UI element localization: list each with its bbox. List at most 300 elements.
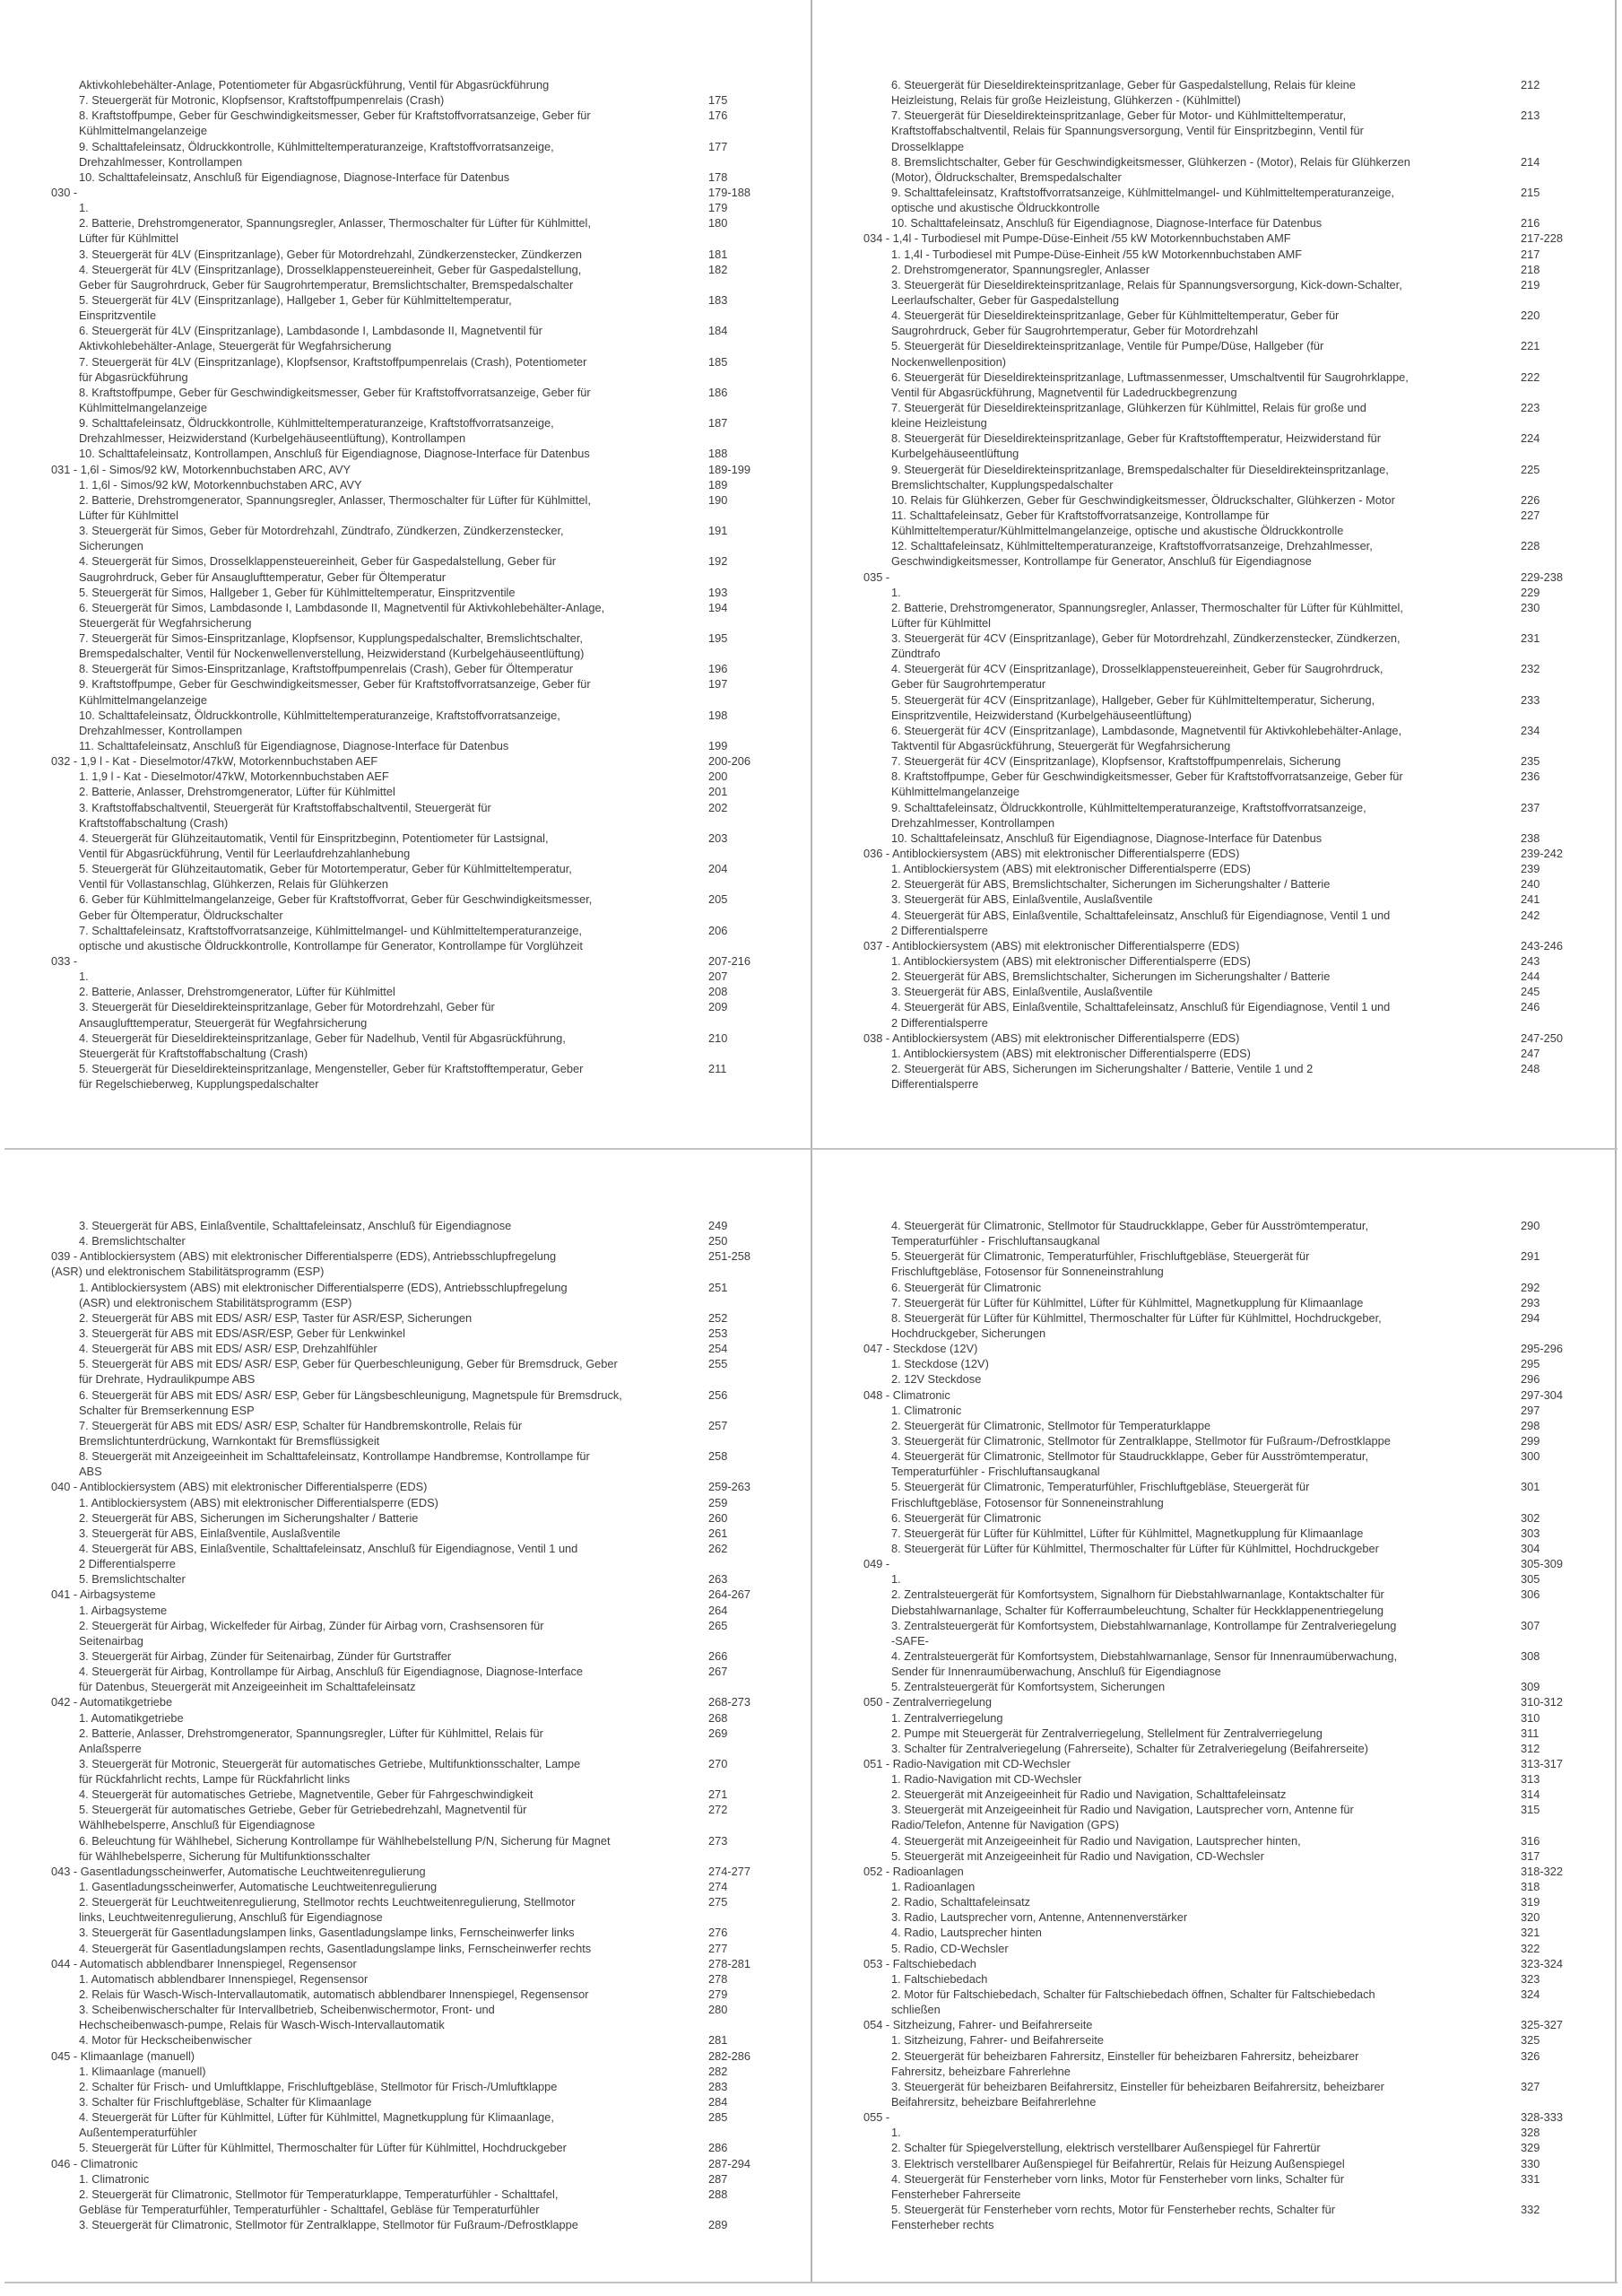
index-entry-row bbox=[863, 1433, 1622, 1448]
entry-text: 8. Kraftstoffpumpe, Geber für Geschwindigkeitsmesser, Geber für Kraftstoffvorratsanzeige, Geber für bbox=[79, 385, 591, 399]
page-number: 213 bbox=[1521, 109, 1540, 123]
index-entry-row bbox=[51, 215, 822, 230]
entry-text: 9. Schalttafeleinsatz, Kraftstoffvorratsanzeige, Kühlmittelmangel- und Kühlmitteltemperaturanzeige, bbox=[891, 185, 1394, 199]
page-number: 295-296 bbox=[1521, 1342, 1563, 1356]
page-number: 225 bbox=[1521, 462, 1540, 476]
section-header-row bbox=[51, 1479, 822, 1494]
entry-text: 8. Kraftstoffpumpe, Geber für Geschwindigkeitsmesser, Geber für Kraftstoffvorratsanzeige, Geber für bbox=[79, 109, 591, 123]
page-number: 253 bbox=[708, 1326, 728, 1340]
section-header-row bbox=[863, 846, 1622, 861]
index-entry-row bbox=[51, 846, 822, 861]
page-number: 325 bbox=[1521, 2033, 1540, 2048]
page-number: 246 bbox=[1521, 1000, 1540, 1014]
entry-text: 6. Beleuchtung für Wählhebel, Sicherung Kontrollampe für Wählhebelstellung P/N, Sicherung für Magnet bbox=[79, 1833, 611, 1848]
page-number: 291 bbox=[1521, 1249, 1540, 1264]
index-entry-row bbox=[863, 2202, 1622, 2217]
entry-text: Bremspedalschalter, Ventil für Nockenwellenverstellung, Heizwiderstand (Kurbelgehäuseentlüftung) bbox=[79, 647, 585, 661]
page-number: 189 bbox=[708, 477, 728, 491]
entry-text: Bremslichtschalter, Kupplungspedalschalter bbox=[891, 477, 1114, 491]
index-entry-row bbox=[51, 1909, 822, 1925]
page-number: 286 bbox=[708, 2141, 728, 2155]
index-entry-row bbox=[51, 430, 822, 446]
entry-text: 6. Steuergerät für Dieseldirekteinspritzanlage, Geber für Gaspedalstellung, Relais für kleine bbox=[891, 78, 1356, 91]
index-entry-row bbox=[51, 1802, 822, 1817]
index-entry-row bbox=[863, 1817, 1622, 1832]
page-number: 227 bbox=[1521, 508, 1540, 522]
index-entry-row bbox=[863, 861, 1622, 876]
page-number: 202 bbox=[708, 800, 728, 814]
index-entry-row bbox=[863, 969, 1622, 984]
index-entry-row bbox=[51, 938, 822, 953]
page-number: 275 bbox=[708, 1895, 728, 1909]
index-entry-row bbox=[863, 370, 1622, 385]
index-entry-row bbox=[863, 1526, 1622, 1541]
entry-text: 1. Airbagsysteme bbox=[79, 1603, 168, 1617]
entry-text: 1. bbox=[79, 970, 89, 984]
page2-left-column bbox=[51, 1218, 822, 2232]
entry-text: 5. Steuergerät für 4LV (Einspritzanlage), Hallgeber 1, Geber für Kühlmitteltemperatur, bbox=[79, 292, 512, 307]
index-entry-row bbox=[863, 708, 1622, 723]
entry-text: 2. Pumpe mit Steuergerät für Zentralverriegelung, Stellelment für Zentralverriegelung bbox=[891, 1726, 1323, 1740]
page-number: 263 bbox=[708, 1572, 728, 1587]
entry-text: 1. Climatronic bbox=[79, 2171, 150, 2186]
entry-text: 6. Steuergerät für Simos, Lambdasonde I, Lambdasonde II, Magnetventil für Aktivkohlebehälter-Anlage, bbox=[79, 600, 605, 614]
entry-text: für Rückfahrlicht rechts, Lampe für Rückfahrlicht links bbox=[79, 1772, 351, 1787]
index-entry-row bbox=[863, 2156, 1622, 2171]
page-number: 287 bbox=[708, 2171, 728, 2186]
index-entry-row bbox=[51, 338, 822, 353]
page-number: 259 bbox=[708, 1495, 728, 1509]
page-number: 241 bbox=[1521, 892, 1540, 907]
index-entry-row bbox=[51, 2140, 822, 2155]
page-number: 298 bbox=[1521, 1418, 1540, 1432]
page-number: 222 bbox=[1521, 370, 1540, 384]
entry-text: 7. Schalttafeleinsatz, Kraftstoffvorratsanzeige, Kühlmittelmangel- und Kühlmitteltemperaturanzeige, bbox=[79, 923, 582, 937]
index-entry-row bbox=[863, 215, 1622, 230]
entry-text: 5. Steuergerät für Climatronic, Temperaturfühler, Frischluftgebläse, Steuergerät für bbox=[891, 1480, 1310, 1494]
page-number: 216 bbox=[1521, 216, 1540, 230]
entry-text: 2. Batterie, Drehstromgenerator, Spannungsregler, Anlasser, Thermoschalter für Lüfter für Kühlmittel, bbox=[79, 492, 591, 507]
page-number: 193 bbox=[708, 585, 728, 599]
index-entry-row bbox=[863, 2048, 1622, 2064]
page-number: 187 bbox=[708, 416, 728, 430]
section-header-row bbox=[51, 1864, 822, 1879]
entry-text: 3. Steuergerät für 4CV (Einspritzanlage), Geber für Motordrehzahl, Zündkerzenstecker, Zündkerzen, bbox=[891, 631, 1401, 646]
page-number: 270 bbox=[708, 1756, 728, 1770]
entry-text: 8. Steuergerät für Simos-Einspritzanlage, Kraftstoffpumpenrelais (Crash), Geber für Öltemperatur bbox=[79, 662, 573, 676]
index-entry-row bbox=[51, 2064, 822, 2079]
page-number: 288 bbox=[708, 2187, 728, 2201]
entry-text: 11. Schalttafeleinsatz, Geber für Kraftstoffvorratsanzeige, Kontrollampe für bbox=[891, 508, 1270, 522]
page-number: 319 bbox=[1521, 1895, 1540, 1909]
index-entry-row bbox=[863, 2064, 1622, 2079]
page-number: 234 bbox=[1521, 723, 1540, 737]
index-entry-row bbox=[863, 139, 1622, 154]
entry-text: 8. Kraftstoffpumpe, Geber für Geschwindigkeitsmesser, Geber für Kraftstoffvorratsanzeige, Geber für bbox=[891, 770, 1403, 784]
entry-text: 3. Steuergerät für ABS, Einlaßventile, Auslaßventile bbox=[79, 1526, 341, 1540]
entry-text: Diebstahlwarnanlage, Schalter für Kofferraumbeleuchtung, Schalter für Heckklappenentriegelung bbox=[891, 1603, 1383, 1617]
index-entry-row bbox=[51, 1848, 822, 1864]
entry-text: 3. Steuergerät für Climatronic, Stellmotor für Zentralklappe, Stellmotor für Fußraum-/Defrostklappe bbox=[891, 1433, 1391, 1448]
entry-text: 1. Zentralverriegelung bbox=[891, 1710, 1003, 1725]
index-entry-row bbox=[51, 108, 822, 123]
index-entry-row bbox=[863, 292, 1622, 308]
entry-text: 2. Batterie, Anlasser, Drehstromgenerator, Spannungsregler, Lüfter für Kühlmittel, Relais für bbox=[79, 1726, 543, 1740]
index-entry-row bbox=[863, 1787, 1622, 1802]
entry-text: 10. Schalttafeleinsatz, Anschluß für Eigendiagnose, Diagnose-Interface für Datenbus bbox=[891, 216, 1323, 230]
index-entry-row bbox=[51, 523, 822, 538]
entry-text: 12. Schalttafeleinsatz, Kühlmitteltemperaturanzeige, Kraftstoffvorratsanzeige, Drehzahlmesser, bbox=[891, 539, 1373, 553]
page-number: 207 bbox=[708, 970, 728, 984]
entry-text: 3. Radio, Lautsprecher vorn, Antenne, Antennenverstärker bbox=[891, 1910, 1188, 1925]
entry-text: 8. Steuergerät für Lüfter für Kühlmittel, Thermoschalter für Lüfter für Kühlmittel, Hochdruckgeber, bbox=[891, 1310, 1382, 1325]
index-entry-row bbox=[51, 2032, 822, 2048]
index-entry-row bbox=[863, 692, 1622, 708]
page-number: 210 bbox=[708, 1031, 728, 1045]
entry-text: 4. Steuergerät für Dieseldirekteinspritzanlage, Geber für Nadelhub, Ventil für Abgasrückführung, bbox=[79, 1031, 566, 1045]
index-entry-row bbox=[863, 1495, 1622, 1510]
index-entry-row bbox=[863, 1233, 1622, 1248]
entry-text: 1. bbox=[891, 585, 901, 599]
entry-text: 1. Antiblockiersystem (ABS) mit elektronischer Differentialsperre (EDS) bbox=[79, 1495, 438, 1509]
section-header-row bbox=[863, 1387, 1622, 1403]
entry-text: 2. Steuergerät für ABS, Sicherungen im Sicherungshalter / Batterie, Ventile 1 und 2 bbox=[891, 1062, 1314, 1075]
index-entry-row bbox=[51, 969, 822, 984]
page-number: 181 bbox=[708, 247, 728, 261]
page-number: 206 bbox=[708, 923, 728, 937]
index-entry-row bbox=[51, 1618, 822, 1633]
page-number: 299 bbox=[1521, 1433, 1540, 1448]
entry-text: Seitenairbag bbox=[79, 1633, 143, 1648]
page-number: 280 bbox=[708, 2003, 728, 2017]
index-entry-row bbox=[51, 77, 822, 92]
index-entry-row bbox=[51, 1633, 822, 1648]
entry-text: 4. Steuergerät für ABS, Einlaßventile, Schalttafeleinsatz, Anschluß für Eigendiagnose, Ventil 1 und bbox=[891, 1000, 1391, 1014]
index-entry-row bbox=[51, 415, 822, 430]
index-entry-row bbox=[51, 292, 822, 308]
index-entry-row bbox=[863, 1848, 1622, 1864]
entry-text: Sicherungen bbox=[79, 539, 143, 553]
entry-text: 2. Batterie, Drehstromgenerator, Spannungsregler, Anlasser, Thermoschalter für Lüfter für Kühlmittel, bbox=[79, 216, 591, 230]
page-number: 295 bbox=[1521, 1357, 1540, 1371]
index-entry-row bbox=[51, 738, 822, 753]
page-number: 239-242 bbox=[1521, 847, 1563, 861]
entry-text: 5. Steuergerät für 4CV (Einspritzanlage), Hallgeber, Geber für Kühlmitteltemperatur, Sicherung, bbox=[891, 692, 1375, 707]
page-number: 237 bbox=[1521, 800, 1540, 814]
index-entry-row bbox=[863, 585, 1622, 600]
entry-text: Saugrohrdruck, Geber für Ansauglufttemperatur, Geber für Öltemperatur bbox=[79, 570, 446, 584]
page2-right-column bbox=[863, 1218, 1622, 2232]
entry-text: Einspritzventile bbox=[79, 309, 157, 323]
entry-text: 4. Steuergerät für automatisches Getriebe, Magnetventile, Geber für Fahrgeschwindigkeit bbox=[79, 1787, 533, 1802]
entry-text: 6. Steuergerät für Climatronic bbox=[891, 1280, 1042, 1294]
index-entry-row bbox=[863, 430, 1622, 446]
index-entry-row bbox=[51, 2171, 822, 2187]
page-number: 292 bbox=[1521, 1280, 1540, 1294]
page-number: 197 bbox=[708, 677, 728, 691]
index-entry-row bbox=[863, 154, 1622, 170]
page-number: 228 bbox=[1521, 539, 1540, 553]
index-entry-row bbox=[51, 1941, 822, 1956]
index-entry-row bbox=[51, 908, 822, 923]
page-number: 310 bbox=[1521, 1710, 1540, 1725]
page-number: 332 bbox=[1521, 2203, 1540, 2216]
index-entry-row bbox=[51, 1403, 822, 1418]
index-entry-row bbox=[51, 308, 822, 323]
entry-text: Kraftstoffabschaltventil, Relais für Spannungsversorgung, Ventil für Einspritzbeginn, Ventil für bbox=[891, 124, 1364, 138]
section-header-row bbox=[863, 2017, 1622, 2032]
page-number: 287-294 bbox=[708, 2156, 750, 2170]
entry-text: 1. 1,9 l - Kat - Dieselmotor/47kW, Motorkennbuchstaben AEF bbox=[79, 770, 389, 784]
index-entry-row bbox=[863, 661, 1622, 676]
entry-text: 10. Schalttafeleinsatz, Anschluß für Eigendiagnose, Diagnose-Interface für Datenbus bbox=[891, 831, 1323, 845]
entry-text: 035 - bbox=[863, 570, 890, 584]
page-number: 330 bbox=[1521, 2156, 1540, 2170]
page-number: 274 bbox=[708, 1880, 728, 1894]
page-number: 327 bbox=[1521, 2079, 1540, 2093]
entry-text: 8. Steuergerät für Dieseldirekteinspritzanlage, Geber für Kraftstofftemperatur, Heizwiderstand für bbox=[891, 431, 1382, 446]
index-entry-row bbox=[863, 1833, 1622, 1848]
page-number: 323-324 bbox=[1521, 1956, 1563, 1970]
page-number: 325-327 bbox=[1521, 2018, 1563, 2032]
entry-text: Kühlmittelmangelanzeige bbox=[891, 785, 1019, 799]
section-header-row bbox=[51, 1587, 822, 1602]
entry-text: Kraftstoffabschaltung (Crash) bbox=[79, 815, 229, 830]
index-entry-row bbox=[863, 1648, 1622, 1664]
index-entry-row bbox=[863, 77, 1622, 92]
entry-text: 6. Geber für Kühlmittelmangelanzeige, Geber für Kraftstoffvorrat, Geber für Geschwindigkeitsmesser, bbox=[79, 892, 593, 907]
page-break-line bbox=[4, 1148, 1618, 1150]
entry-text: Beifahrersitz, beheizbare Beifahrerlehne bbox=[891, 2095, 1097, 2109]
entry-text: 3. Schalter für Frischluftgebläse, Schalter für Klimaanlage bbox=[79, 2095, 372, 2109]
index-entry-row bbox=[51, 1387, 822, 1403]
entry-text: 1. Gasentladungsscheinwerfer, Automatische Leuchtweitenregulierung bbox=[79, 1880, 438, 1894]
entry-text: 4. Steuergerät für Gasentladungslampen rechts, Gasentladungslampe links, Fernscheinwerfer rechts bbox=[79, 1941, 592, 1955]
page-number: 318-322 bbox=[1521, 1864, 1563, 1878]
entry-text: 1. 1,4l - Turbodiesel mit Pumpe-Düse-Einheit /55 kW Motorkennbuchstaben AMF bbox=[891, 247, 1303, 261]
index-entry-row bbox=[863, 123, 1622, 138]
entry-text: Drehzahlmesser, Heizwiderstand (Kurbelgehäuseentlüftung), Kontrollampen bbox=[79, 431, 466, 446]
entry-text: 7. Steuergerät für Motronic, Klopfsensor, Kraftstoffpumpenrelais (Crash) bbox=[79, 93, 445, 108]
page-number: 274-277 bbox=[708, 1864, 750, 1878]
entry-text: 4. Steuergerät für 4CV (Einspritzanlage), Drosselklappensteuereinheit, Geber für Saugrohrdruck, bbox=[891, 662, 1383, 676]
section-header-row bbox=[51, 2048, 822, 2064]
page-number: 219 bbox=[1521, 277, 1540, 291]
page-bottom-border-line bbox=[4, 2282, 1618, 2283]
page-number: 307 bbox=[1521, 1618, 1540, 1632]
page-number: 177 bbox=[708, 139, 728, 153]
section-header-row bbox=[863, 2109, 1622, 2125]
page-number: 261 bbox=[708, 1526, 728, 1540]
page-number: 264-267 bbox=[708, 1587, 750, 1602]
entry-text: 049 - bbox=[863, 1557, 890, 1571]
index-entry-row bbox=[51, 2079, 822, 2094]
page-number: 290 bbox=[1521, 1219, 1540, 1232]
index-entry-row bbox=[51, 999, 822, 1014]
entry-text: für Drehrate, Hydraulikpumpe ABS bbox=[79, 1372, 256, 1387]
page-number: 184 bbox=[708, 324, 728, 338]
entry-text: Lüfter für Kühlmittel bbox=[891, 615, 991, 630]
entry-text: Kühlmittelmangelanzeige bbox=[79, 400, 207, 414]
page-number: 207-216 bbox=[708, 954, 750, 969]
index-entry-row bbox=[51, 831, 822, 846]
entry-text: 4. Steuergerät für ABS, Einlaßventile, Schalttafeleinsatz, Anschluß für Eigendiagnose, Ventil 1 und bbox=[891, 908, 1391, 922]
index-entry-row bbox=[863, 1510, 1622, 1526]
entry-text: ABS bbox=[79, 1465, 102, 1479]
page-number: 328 bbox=[1521, 2126, 1540, 2140]
index-entry-row bbox=[863, 1310, 1622, 1326]
page-number: 260 bbox=[708, 1510, 728, 1525]
entry-text: 2. Steuergerät für ABS, Bremslichtschalter, Sicherungen im Sicherungshalter / Batterie bbox=[891, 970, 1331, 984]
entry-text: 042 - Automatikgetriebe bbox=[51, 1695, 173, 1709]
page-number: 254 bbox=[708, 1342, 728, 1356]
entry-text: 3. Schalter für Zentralveriegelung (Fahrerseite), Schalter für Zetralveriegelung (Beifahrerseite) bbox=[891, 1741, 1369, 1755]
page-number: 278-281 bbox=[708, 1956, 750, 1970]
index-entry-row bbox=[51, 2094, 822, 2109]
entry-text: 1. Antiblockiersystem (ABS) mit elektronischer Differentialsperre (EDS), Antriebsschlupfregelung bbox=[79, 1280, 568, 1294]
index-entry-row bbox=[863, 800, 1622, 815]
index-entry-row bbox=[863, 876, 1622, 891]
index-entry-row bbox=[863, 277, 1622, 292]
section-header-row bbox=[863, 1756, 1622, 1771]
entry-text: 1. bbox=[891, 2126, 901, 2140]
entry-text: 033 - bbox=[51, 954, 78, 969]
page-number: 217 bbox=[1521, 247, 1540, 261]
page-number: 326 bbox=[1521, 2048, 1540, 2063]
entry-text: 050 - Zentralverriegelung bbox=[863, 1695, 992, 1709]
page-number: 276 bbox=[708, 1926, 728, 1940]
entry-text: 2. Steuergerät für beheizbaren Fahrersitz, Einsteller für beheizbaren Fahrersitz, beheizbarer bbox=[891, 2048, 1359, 2063]
page-number: 198 bbox=[708, 708, 728, 722]
page-number: 175 bbox=[708, 93, 728, 108]
entry-text: 5. Zentralsteuergerät für Komfortsystem, Sicherungen bbox=[891, 1680, 1166, 1694]
page-number: 264 bbox=[708, 1603, 728, 1617]
index-entry-row bbox=[51, 2125, 822, 2140]
entry-text: 4. Radio, Lautsprecher hinten bbox=[891, 1926, 1042, 1940]
entry-text: Wählhebelsperre, Anschluß für Eigendiagnose bbox=[79, 1818, 316, 1832]
index-entry-row bbox=[51, 984, 822, 999]
entry-text: für Regelschieberweg, Kupplungspedalschalter bbox=[79, 1077, 319, 1091]
index-entry-row bbox=[863, 1987, 1622, 2002]
index-entry-row bbox=[51, 1526, 822, 1541]
index-entry-row bbox=[863, 1015, 1622, 1031]
page-number: 245 bbox=[1521, 985, 1540, 999]
entry-text: 3. Steuergerät für Climatronic, Stellmotor für Zentralklappe, Stellmotor für Fußraum-/Defrostklappe bbox=[79, 2218, 578, 2232]
index-entry-row bbox=[51, 1233, 822, 1248]
page-number: 256 bbox=[708, 1387, 728, 1402]
entry-text: 3. Steuergerät mit Anzeigeeinheit für Radio und Navigation, Lautsprecher vorn, Antenne für bbox=[891, 1803, 1354, 1817]
section-header-row bbox=[863, 1864, 1622, 1879]
entry-text: (ASR) und elektronischem Stabilitätsprogramm (ESP) bbox=[79, 1295, 352, 1309]
index-entry-row bbox=[51, 1925, 822, 1940]
index-entry-row bbox=[863, 600, 1622, 615]
entry-text: 7. Steuergerät für Dieseldirekteinspritzanlage, Geber für Motor- und Kühlmitteltemperatur, bbox=[891, 109, 1347, 123]
page-number: 226 bbox=[1521, 492, 1540, 507]
index-entry-row bbox=[863, 1280, 1622, 1295]
entry-text: (Motor), Öldruckschalter, Bremspedalschalter bbox=[891, 170, 1122, 184]
index-entry-row bbox=[51, 815, 822, 831]
index-entry-row bbox=[51, 1295, 822, 1310]
page-number: 190 bbox=[708, 492, 728, 507]
index-entry-row bbox=[863, 508, 1622, 523]
page-number: 303 bbox=[1521, 1526, 1540, 1540]
index-entry-row bbox=[863, 200, 1622, 215]
entry-text: 6. Steuergerät für ABS mit EDS/ ASR/ ESP, Geber für Längsbeschleunigung, Magnetspule für Bremsdruck, bbox=[79, 1387, 622, 1402]
index-entry-row bbox=[863, 831, 1622, 846]
entry-text: 2 Differentialsperre bbox=[891, 1015, 988, 1030]
index-entry-row bbox=[863, 323, 1622, 338]
page-number: 196 bbox=[708, 662, 728, 676]
entry-text: Geber für Saugrohrdruck, Geber für Saugrohrtemperatur, Bremslichtschalter, Bremspedalschalter bbox=[79, 277, 574, 291]
entry-text: 2. Drehstromgenerator, Spannungsregler, Anlasser bbox=[891, 262, 1150, 276]
page-number: 272 bbox=[708, 1803, 728, 1817]
index-entry-row bbox=[51, 2109, 822, 2125]
page-number: 269 bbox=[708, 1726, 728, 1740]
page-number: 293 bbox=[1521, 1295, 1540, 1309]
page-number: 285 bbox=[708, 2110, 728, 2125]
entry-text: 4. Steuergerät für Lüfter für Kühlmittel, Lüfter für Kühlmittel, Magnetkupplung für Klimaanlage, bbox=[79, 2110, 554, 2125]
entry-text: Frischluftgebläse, Fotosensor für Sonneneinstrahlung bbox=[891, 1265, 1164, 1279]
page-number: 183 bbox=[708, 292, 728, 307]
entry-text: 051 - Radio-Navigation mit CD-Wechsler bbox=[863, 1756, 1071, 1770]
page-number: 265 bbox=[708, 1618, 728, 1632]
index-entry-row bbox=[863, 2002, 1622, 2017]
index-entry-row bbox=[51, 1495, 822, 1510]
index-entry-row bbox=[863, 1618, 1622, 1633]
index-entry-row bbox=[51, 1448, 822, 1464]
index-entry-row bbox=[51, 1894, 822, 1909]
section-header-row bbox=[863, 1341, 1622, 1356]
index-entry-row bbox=[863, 523, 1622, 538]
entry-text: 1. Sitzheizung, Fahrer- und Beifahrerseite bbox=[891, 2033, 1104, 2048]
entry-text: 6. Steuergerät für Dieseldirekteinspritzanlage, Luftmassenmesser, Umschaltventil für Saugrohrklappe, bbox=[891, 370, 1409, 384]
entry-text: 9. Steuergerät für Dieseldirekteinspritzanlage, Bremspedalschalter für Dieseldirekteinspritzanlage, bbox=[891, 462, 1389, 476]
entry-text: Kurbelgehäuseentlüftung bbox=[891, 447, 1019, 461]
entry-text: 1. Automatikgetriebe bbox=[79, 1710, 184, 1725]
entry-text: für Abgasrückführung bbox=[79, 370, 188, 384]
index-entry-row bbox=[863, 1464, 1622, 1479]
entry-text: 048 - Climatronic bbox=[863, 1387, 950, 1402]
entry-text: Schalter für Bremserkennung ESP bbox=[79, 1403, 255, 1417]
index-entry-row bbox=[863, 2187, 1622, 2202]
page-number: 324 bbox=[1521, 1987, 1540, 2002]
page-number: 251-258 bbox=[708, 1249, 750, 1264]
index-entry-row bbox=[863, 723, 1622, 738]
entry-text: 8. Steuergerät mit Anzeigeeinheit im Schalttafeleinsatz, Kontrollampe Handbremse, Kontrollampe für bbox=[79, 1449, 590, 1464]
index-entry-row bbox=[863, 1603, 1622, 1618]
entry-text: 10. Relais für Glühkerzen, Geber für Geschwindigkeitsmesser, Öldruckschalter, Glühkerzen - Motor bbox=[891, 492, 1395, 507]
index-entry-row bbox=[51, 1510, 822, 1526]
entry-text: Drosselklappe bbox=[891, 139, 965, 153]
index-entry-row bbox=[863, 1925, 1622, 1940]
page-number: 321 bbox=[1521, 1926, 1540, 1940]
page-number: 230 bbox=[1521, 600, 1540, 614]
index-entry-row bbox=[51, 661, 822, 676]
index-entry-row bbox=[51, 2217, 822, 2232]
page-number: 179 bbox=[708, 201, 728, 215]
page-number: 313 bbox=[1521, 1772, 1540, 1787]
page-number: 188 bbox=[708, 447, 728, 461]
page-number: 242 bbox=[1521, 908, 1540, 922]
index-entry-row bbox=[863, 1802, 1622, 1817]
entry-text: 3. Kraftstoffabschaltventil, Steuergerät für Kraftstoffabschaltventil, Steuergerät für bbox=[79, 800, 491, 814]
index-entry-row bbox=[51, 631, 822, 646]
entry-text: Ventil für Abgasrückführung, Magnetventil für Ladedruckbegrenzung bbox=[891, 385, 1237, 399]
page-number: 204 bbox=[708, 862, 728, 876]
index-entry-row bbox=[863, 1218, 1622, 1233]
index-entry-row bbox=[51, 230, 822, 246]
index-entry-row bbox=[51, 600, 822, 615]
